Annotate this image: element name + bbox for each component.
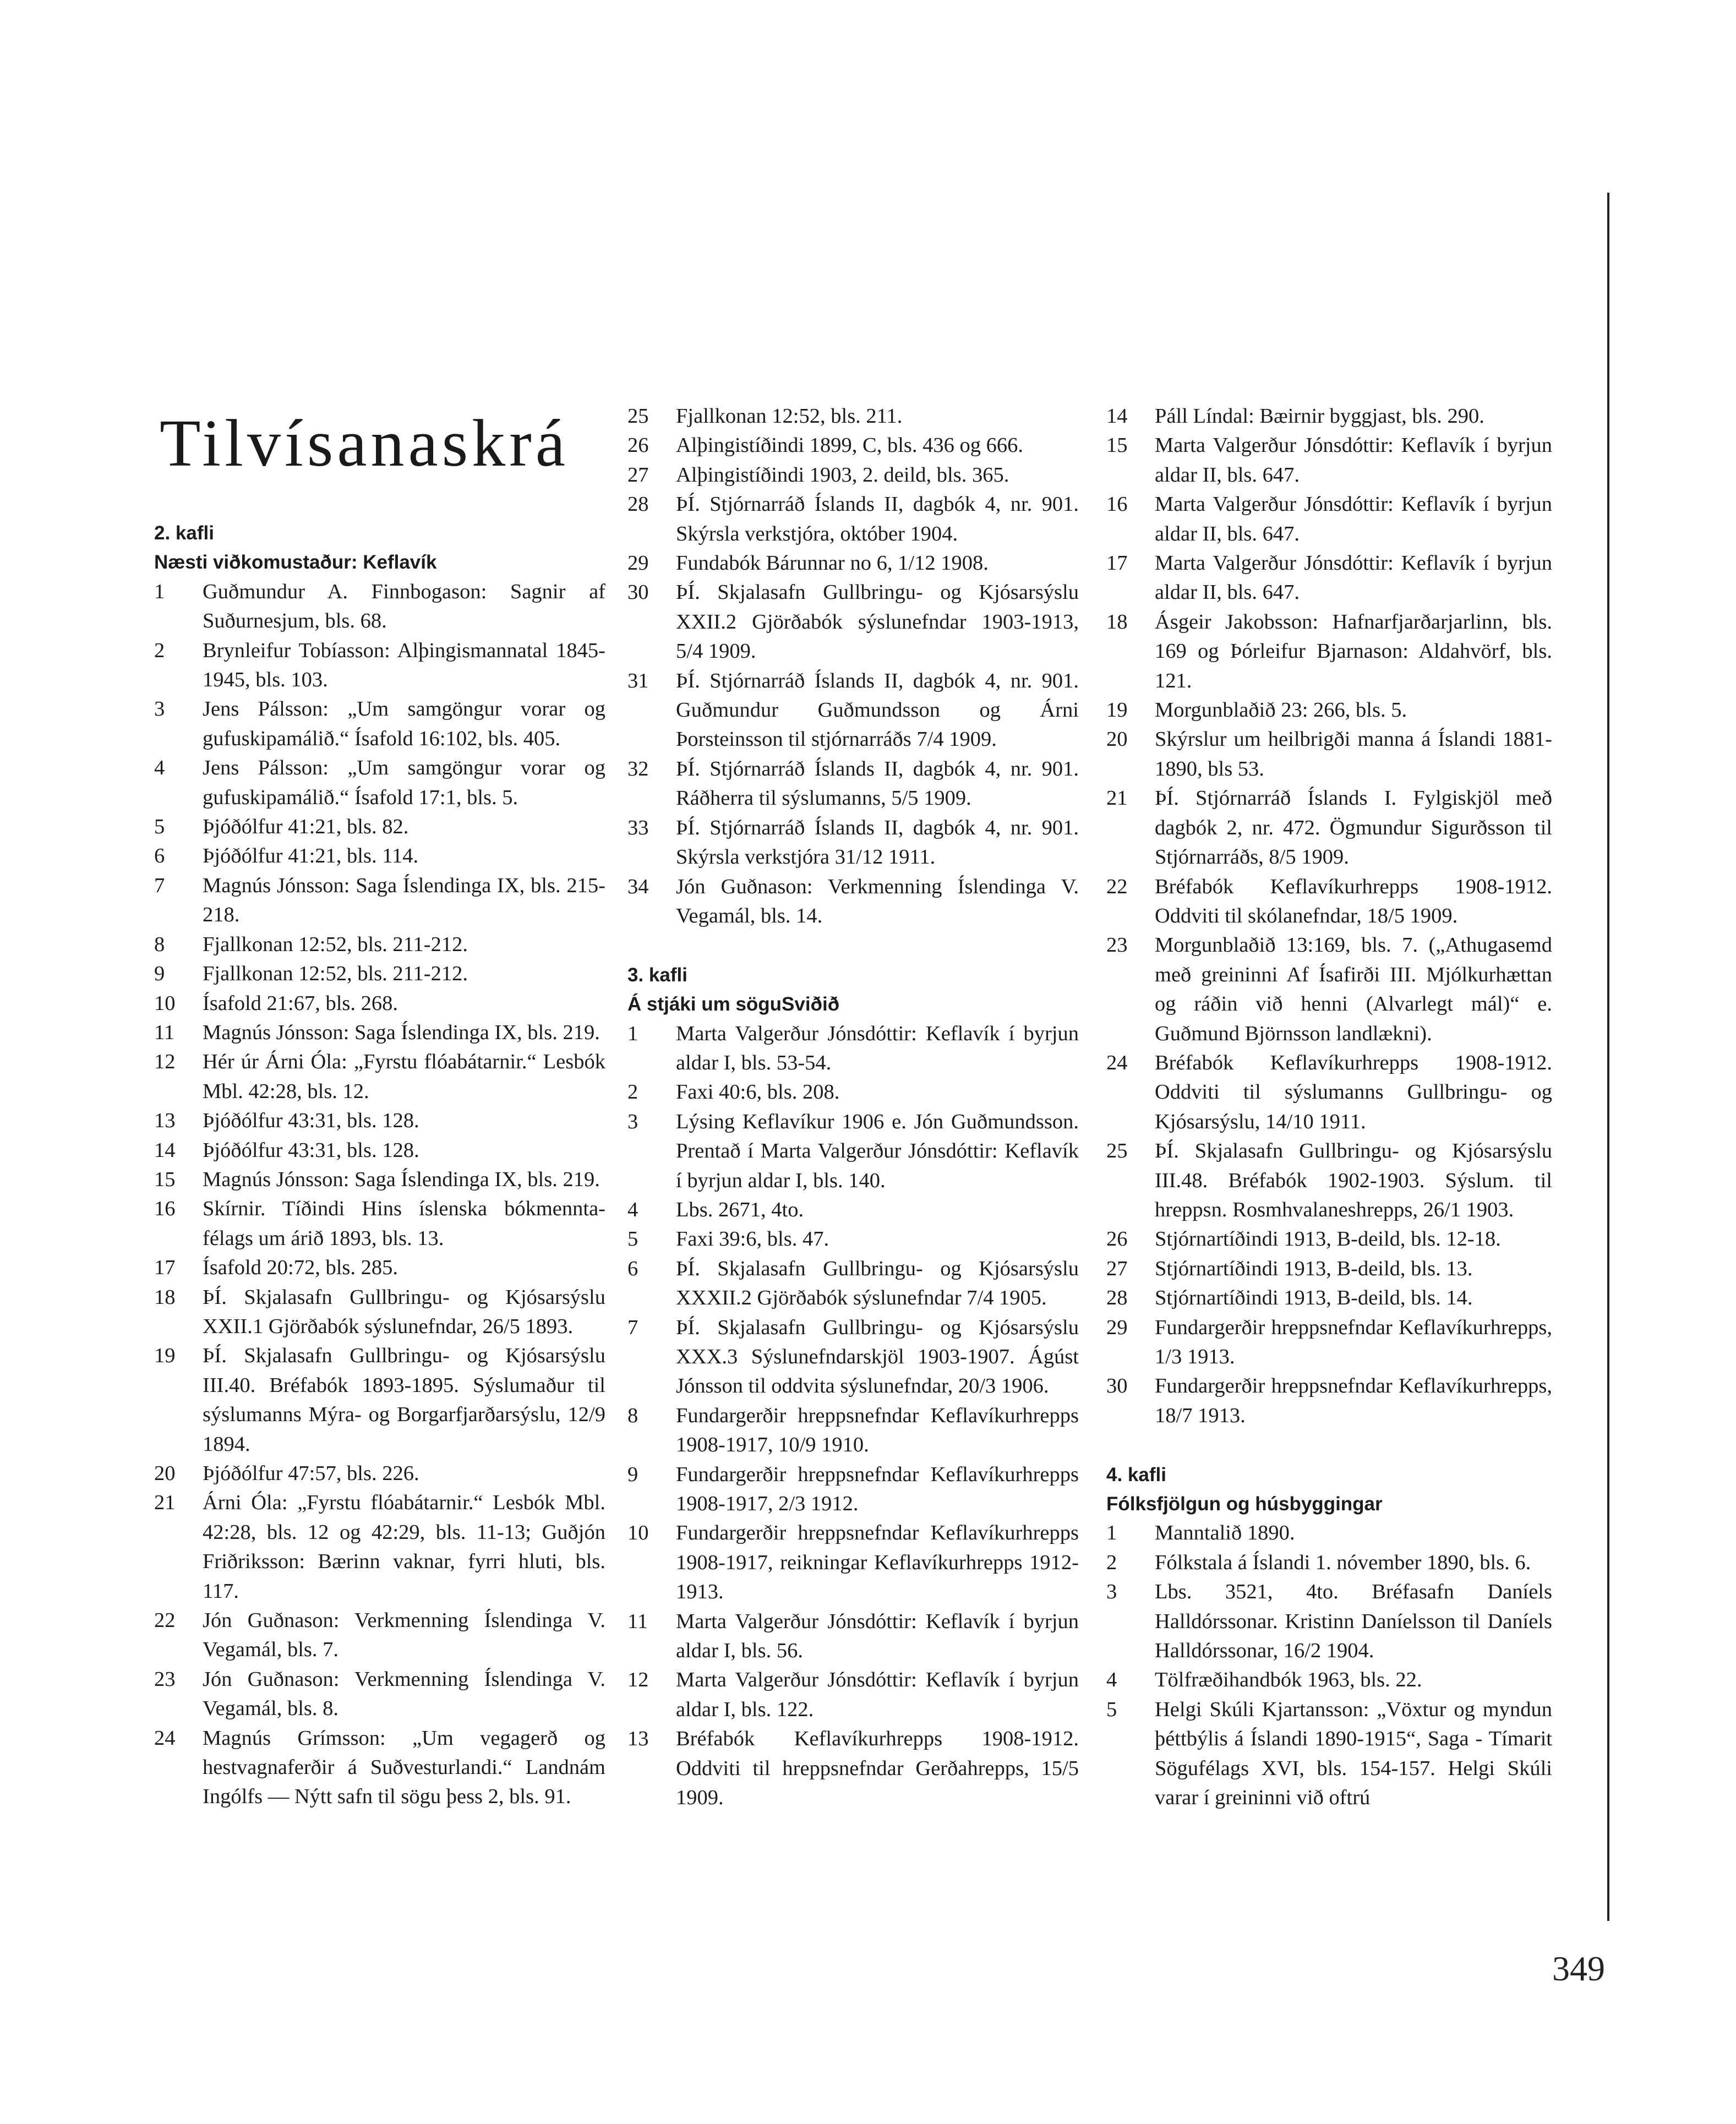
reference-number: 14 bbox=[1106, 405, 1128, 428]
reference-text: Fólkstala á Íslandi 1. nóvember 1890, bls. 6. bbox=[1155, 1550, 1531, 1574]
reference-text: Marta Valgerður Jónsdóttir: Keflavík í byrjun aldar II, bls. 647. bbox=[1155, 552, 1552, 604]
reference-entry bbox=[627, 1254, 1079, 1313]
reference-entry bbox=[1106, 1254, 1552, 1284]
reference-number: 4 bbox=[1106, 1668, 1117, 1692]
reference-number: 28 bbox=[627, 493, 649, 516]
section-title: Á stjáki um söguSviðið bbox=[627, 993, 840, 1015]
reference-section bbox=[154, 518, 605, 1812]
reference-text: Jens Pálsson: „Um samgöngur vorar og gufuskipamálið.“ Ísafold 17:1, bls. 5. bbox=[203, 756, 605, 809]
reference-text: Marta Valgerður Jónsdóttir: Keflavík í byrjun aldar I, bls. 53-54. bbox=[676, 1022, 1079, 1074]
reference-number: 32 bbox=[627, 757, 649, 780]
reference-number: 29 bbox=[627, 552, 649, 575]
reference-text: Fundargerðir hreppsnefndar Keflavíkurhrepps 1908-1917, 10/9 1910. bbox=[676, 1404, 1079, 1457]
reference-entry bbox=[154, 1488, 605, 1606]
reference-text: Faxi 39:6, bls. 47. bbox=[676, 1227, 829, 1251]
reference-number: 10 bbox=[627, 1521, 649, 1545]
reference-entry bbox=[1106, 402, 1552, 431]
reference-text: Skírnir. Tíðindi Hins íslenska bókmennta-félags um árið 1893, bls. 13. bbox=[203, 1197, 605, 1250]
reference-number: 11 bbox=[154, 1020, 175, 1044]
reference-text: Morgunblaðið 23: 266, bls. 5. bbox=[1155, 698, 1407, 722]
reference-text: ÞÍ. Skjalasafn Gullbringu- og Kjósarsýslu XXXII.2 Gjörðabók sýslunefndar 7/4 1905. bbox=[676, 1257, 1079, 1310]
reference-entry bbox=[627, 1195, 1079, 1225]
reference-text: Magnús Jónsson: Saga Íslendinga IX, bls. 219. bbox=[203, 1167, 600, 1191]
reference-text: Marta Valgerður Jónsdóttir: Keflavík í byrjun aldar I, bls. 122. bbox=[676, 1668, 1079, 1721]
column-3 bbox=[1106, 402, 1552, 1812]
reference-entry bbox=[154, 930, 605, 959]
reference-entry bbox=[627, 872, 1079, 931]
reference-entry bbox=[154, 1253, 605, 1282]
reference-number: 22 bbox=[1106, 875, 1128, 898]
reference-entry bbox=[154, 1194, 605, 1253]
reference-text: Jón Guðnason: Verkmenning Íslendinga V. Vegamál, bls. 7. bbox=[203, 1609, 605, 1662]
reference-text: Magnús Jónsson: Saga Íslendinga IX, bls. 215-218. bbox=[203, 873, 605, 927]
reference-number: 6 bbox=[627, 1257, 638, 1280]
reference-number: 7 bbox=[627, 1315, 638, 1339]
reference-number: 16 bbox=[1106, 493, 1128, 516]
reference-number: 9 bbox=[627, 1462, 638, 1486]
reference-entry bbox=[154, 1665, 605, 1724]
reference-text: Morgunblaðið 13:169, bls. 7. („Athugasemd með greininni Af Ísafirði III. Mjólkurhættan og ráðin við henni (Alvarlegt mál)“ e. Guðmund Björnsson landlækni). bbox=[1155, 933, 1552, 1045]
reference-number: 26 bbox=[1106, 1227, 1128, 1251]
reference-entry bbox=[1106, 725, 1552, 784]
reference-entry bbox=[154, 871, 605, 930]
reference-entry bbox=[1106, 1284, 1552, 1313]
reference-text: Tölfræðihandbók 1963, bls. 22. bbox=[1155, 1668, 1422, 1692]
reference-entry bbox=[154, 1606, 605, 1665]
reference-entry bbox=[1106, 1577, 1552, 1666]
reference-number: 1 bbox=[1106, 1521, 1117, 1545]
reference-number: 28 bbox=[1106, 1286, 1128, 1310]
reference-text: Stjórnartíðindi 1913, B-deild, bls. 13. bbox=[1155, 1257, 1473, 1280]
reference-entry bbox=[627, 1019, 1079, 1078]
reference-entry bbox=[1106, 1049, 1552, 1137]
reference-text: Magnús Grímsson: „Um vegagerð og hestvagnaferðir á Suðvesturlandi.“ Landnám Ingólfs — Nýtt safn til sögu þess 2, bls. 91. bbox=[203, 1726, 605, 1809]
reference-entry bbox=[1106, 1695, 1552, 1813]
reference-text: Lýsing Keflavíkur 1906 e. Jón Guðmundsson. Prentað í Marta Valgerður Jónsdóttir: Keflavík í byrjun aldar I, bls. 140. bbox=[676, 1110, 1079, 1192]
column-1 bbox=[154, 518, 605, 1812]
reference-entry bbox=[627, 578, 1079, 666]
reference-number: 10 bbox=[154, 991, 176, 1015]
reference-entry bbox=[627, 402, 1079, 431]
reference-number: 29 bbox=[1106, 1315, 1128, 1339]
reference-entry bbox=[154, 812, 605, 842]
reference-entry bbox=[1106, 784, 1552, 872]
reference-number: 18 bbox=[1106, 610, 1128, 634]
reference-text: Jón Guðnason: Verkmenning Íslendinga V. Vegamál, bls. 8. bbox=[203, 1667, 605, 1721]
reference-entry bbox=[154, 1165, 605, 1194]
reference-number: 4 bbox=[154, 756, 165, 780]
section-label: 3. kafli bbox=[627, 964, 687, 986]
reference-number: 2 bbox=[627, 1080, 638, 1104]
reference-text: Skýrslur um heilbrigði manna á Íslandi 1881-1890, bls 53. bbox=[1155, 728, 1552, 780]
reference-number: 9 bbox=[154, 962, 165, 986]
reference-entry bbox=[627, 490, 1079, 549]
reference-number: 19 bbox=[1106, 698, 1128, 722]
reference-number: 30 bbox=[1106, 1374, 1128, 1398]
reference-entry bbox=[154, 1724, 605, 1812]
reference-entry bbox=[627, 1401, 1079, 1460]
section-label: 2. kafli bbox=[154, 522, 214, 544]
reference-number: 17 bbox=[1106, 552, 1128, 575]
reference-number: 14 bbox=[154, 1138, 176, 1162]
reference-entry bbox=[1106, 1666, 1552, 1695]
reference-number: 13 bbox=[154, 1109, 176, 1133]
reference-text: Jón Guðnason: Verkmenning Íslendinga V. Vegamál, bls. 14. bbox=[676, 875, 1079, 927]
reference-entry bbox=[154, 577, 605, 636]
reference-entry bbox=[154, 695, 605, 753]
reference-number: 23 bbox=[1106, 933, 1128, 957]
reference-entry bbox=[1106, 1519, 1552, 1548]
reference-text: Alþingistíðindi 1899, C, bls. 436 og 666. bbox=[676, 434, 1024, 457]
page-title: Tilvísanaskrá bbox=[160, 406, 569, 481]
reference-entry bbox=[627, 1107, 1079, 1195]
reference-number: 24 bbox=[1106, 1051, 1128, 1074]
reference-entry bbox=[1106, 1137, 1552, 1225]
reference-number: 1 bbox=[627, 1022, 638, 1045]
reference-text: Guðmundur A. Finnbogason: Sagnir af Suðurnesjum, bls. 68. bbox=[203, 580, 605, 633]
reference-text: ÞÍ. Skjalasafn Gullbringu- og Kjósarsýslu III.48. Bréfabók 1902-1903. Sýslum. til hreppsn. Rosmhvalaneshrepps, 26/1 1903. bbox=[1155, 1139, 1552, 1221]
reference-entry bbox=[627, 1607, 1079, 1666]
reference-entry bbox=[627, 1460, 1079, 1519]
reference-text: Faxi 40:6, bls. 208. bbox=[676, 1080, 840, 1104]
reference-text: Helgi Skúli Kjartansson: „Vöxtur og myndun þéttbýlis á Íslandi 1890-1915“, Saga - Tímarit Sögufélags XVI, bls. 154-157. Helgi Skúli varar í greininni við oftrú bbox=[1155, 1697, 1552, 1810]
reference-number: 26 bbox=[627, 434, 649, 457]
reference-text: Fundargerðir hreppsnefndar Keflavíkurhrepps 1908-1917, 2/3 1912. bbox=[676, 1462, 1079, 1516]
reference-text: Alþingistíðindi 1903, 2. deild, bls. 365. bbox=[676, 463, 1009, 487]
reference-number: 19 bbox=[154, 1344, 176, 1368]
reference-number: 21 bbox=[154, 1491, 176, 1515]
reference-section bbox=[627, 402, 1079, 931]
reference-number: 15 bbox=[154, 1167, 176, 1191]
reference-text: Marta Valgerður Jónsdóttir: Keflavík í byrjun aldar I, bls. 56. bbox=[676, 1609, 1079, 1663]
reference-entry bbox=[627, 1519, 1079, 1607]
reference-number: 22 bbox=[154, 1609, 176, 1632]
reference-entry bbox=[627, 461, 1079, 490]
reference-number: 7 bbox=[154, 873, 165, 897]
reference-number: 18 bbox=[154, 1285, 176, 1309]
reference-number: 12 bbox=[154, 1050, 176, 1074]
reference-number: 5 bbox=[1106, 1697, 1117, 1721]
reference-number: 30 bbox=[627, 581, 649, 604]
reference-text: Þjóðólfur 41:21, bls. 114. bbox=[203, 844, 419, 868]
reference-number: 5 bbox=[627, 1227, 638, 1251]
reference-entry bbox=[627, 549, 1079, 578]
reference-number: 8 bbox=[154, 932, 165, 956]
reference-entry bbox=[1106, 549, 1552, 608]
reference-number: 6 bbox=[154, 844, 165, 868]
reference-text: Marta Valgerður Jónsdóttir: Keflavík í byrjun aldar II, bls. 647. bbox=[1155, 434, 1552, 487]
reference-entry bbox=[1106, 1225, 1552, 1254]
reference-entry bbox=[154, 753, 605, 812]
reference-entry bbox=[1106, 872, 1552, 931]
reference-text: ÞÍ. Skjalasafn Gullbringu- og Kjósarsýslu XXII.2 Gjörðabók sýslunefndar 1903-1913, 5/4 1909. bbox=[676, 581, 1079, 663]
reference-number: 20 bbox=[154, 1462, 176, 1485]
reference-number: 25 bbox=[627, 405, 649, 428]
reference-text: Magnús Jónsson: Saga Íslendinga IX, bls. 219. bbox=[203, 1020, 600, 1044]
reference-entry bbox=[627, 1666, 1079, 1724]
reference-entry bbox=[627, 813, 1079, 872]
reference-text: Ísafold 20:72, bls. 285. bbox=[203, 1256, 398, 1280]
reference-number: 2 bbox=[154, 638, 165, 662]
reference-number: 21 bbox=[1106, 787, 1128, 810]
reference-entry bbox=[627, 1724, 1079, 1812]
reference-number: 27 bbox=[627, 463, 649, 487]
reference-entry bbox=[627, 755, 1079, 813]
reference-text: Brynleifur Tobíasson: Alþingismannatal 1845-1945, bls. 103. bbox=[203, 638, 605, 692]
reference-number: 11 bbox=[627, 1609, 648, 1633]
reference-number: 1 bbox=[154, 580, 165, 603]
reference-text: ÞÍ. Skjalasafn Gullbringu- og Kjósarsýslu III.40. Bréfabók 1893-1895. Sýslumaður til sýslumanns Mýra- og Borgarfjarðarsýslu, 12/9 1894. bbox=[203, 1344, 605, 1456]
column-2 bbox=[627, 402, 1079, 1812]
reference-entry bbox=[627, 1225, 1079, 1254]
reference-entry bbox=[154, 636, 605, 695]
reference-text: Þjóðólfur 43:31, bls. 128. bbox=[203, 1138, 419, 1162]
section-title: Fólksfjölgun og húsbyggingar bbox=[1106, 1493, 1383, 1515]
section-title: Næsti viðkomustaður: Keflavík bbox=[154, 552, 437, 574]
reference-text: ÞÍ. Skjalasafn Gullbringu- og Kjósarsýslu XXX.3 Sýslunefndarskjöl 1903-1907. Ágúst Jónsson til oddvita sýslunefndar, 20/3 1906. bbox=[676, 1315, 1079, 1398]
margin-rule bbox=[1607, 193, 1609, 1921]
reference-text: Fundabók Bárunnar no 6, 1/12 1908. bbox=[676, 552, 989, 575]
reference-entry bbox=[154, 1047, 605, 1106]
reference-number: 20 bbox=[1106, 728, 1128, 751]
reference-number: 34 bbox=[627, 875, 649, 898]
reference-text: ÞÍ. Stjórnarráð Íslands II, dagbók 4, nr. 901. Guðmundur Guðmundsson og Árni Þorsteinsson til stjórnarráðs 7/4 1909. bbox=[676, 669, 1079, 751]
reference-text: Lbs. 3521, 4to. Bréfasafn Daníels Halldórssonar. Kristinn Daníelsson til Daníels Halldórssonar, 16/2 1904. bbox=[1155, 1580, 1552, 1663]
reference-entry bbox=[154, 842, 605, 871]
reference-entry bbox=[1106, 1313, 1552, 1372]
reference-text: Bréfabók Keflavíkurhrepps 1908-1912. Oddviti til hreppsnefndar Gerðahrepps, 15/5 1909. bbox=[676, 1727, 1079, 1810]
reference-text: Fjallkonan 12:52, bls. 211. bbox=[676, 405, 903, 428]
reference-text: Ásgeir Jakobsson: Hafnarfjarðarjarlinn, bls. 169 og Þórleifur Bjarnason: Aldahvörf, bls. 121. bbox=[1155, 610, 1552, 692]
reference-text: Jens Pálsson: „Um samgöngur vorar og gufuskipamálið.“ Ísafold 16:102, bls. 405. bbox=[203, 697, 605, 750]
reference-entry bbox=[154, 1341, 605, 1459]
reference-number: 31 bbox=[627, 669, 649, 692]
reference-text: Fundargerðir hreppsnefndar Keflavíkurhrepps, 1/3 1913. bbox=[1155, 1315, 1552, 1368]
reference-text: Þjóðólfur 41:21, bls. 82. bbox=[203, 815, 409, 839]
reference-text: Stjórnartíðindi 1913, B-deild, bls. 14. bbox=[1155, 1286, 1473, 1310]
reference-entry bbox=[154, 989, 605, 1018]
reference-text: ÞÍ. Stjórnarráð Íslands II, dagbók 4, nr. 901. Ráðherra til sýslumanns, 5/5 1909. bbox=[676, 757, 1079, 810]
reference-text: Þjóðólfur 43:31, bls. 128. bbox=[203, 1109, 419, 1133]
reference-number: 23 bbox=[154, 1667, 176, 1691]
reference-number: 12 bbox=[627, 1668, 649, 1692]
reference-text: Þjóðólfur 47:57, bls. 226. bbox=[203, 1462, 419, 1485]
reference-entry bbox=[154, 1283, 605, 1342]
reference-text: Fundargerðir hreppsnefndar Keflavíkurhrepps 1908-1917, reikningar Keflavíkurhrepps 1912-1913. bbox=[676, 1521, 1079, 1604]
reference-number: 3 bbox=[1106, 1580, 1117, 1604]
reference-number: 3 bbox=[154, 697, 165, 721]
reference-entry bbox=[154, 1106, 605, 1135]
reference-entry bbox=[154, 1459, 605, 1488]
reference-text: Hér úr Árni Óla: „Fyrstu flóabátarnir.“ Lesbók Mbl. 42:28, bls. 12. bbox=[203, 1050, 605, 1103]
reference-entry bbox=[154, 1018, 605, 1047]
reference-text: ÞÍ. Skjalasafn Gullbringu- og Kjósarsýslu XXII.1 Gjörðabók sýslunefndar, 26/5 1893. bbox=[203, 1285, 605, 1338]
reference-text: Lbs. 2671, 4to. bbox=[676, 1198, 804, 1221]
reference-text: Árni Óla: „Fyrstu flóabátarnir.“ Lesbók Mbl. 42:28, bls. 12 og 42:29, bls. 11-13; Guðjón Friðriksson: Bærinn vaknar, fyrri hluti, bls. 117. bbox=[203, 1491, 605, 1603]
reference-section bbox=[1106, 402, 1552, 1430]
reference-text: Marta Valgerður Jónsdóttir: Keflavík í byrjun aldar II, bls. 647. bbox=[1155, 493, 1552, 545]
reference-number: 16 bbox=[154, 1197, 176, 1221]
reference-text: Fundargerðir hreppsnefndar Keflavíkurhrepps, 18/7 1913. bbox=[1155, 1374, 1552, 1427]
reference-section bbox=[1106, 1460, 1552, 1813]
reference-entry bbox=[1106, 696, 1552, 725]
reference-entry bbox=[1106, 1372, 1552, 1430]
reference-entry bbox=[1106, 490, 1552, 549]
reference-entry bbox=[154, 1136, 605, 1165]
page-number: 349 bbox=[1552, 1949, 1605, 1988]
reference-entry bbox=[154, 959, 605, 989]
reference-number: 2 bbox=[1106, 1550, 1117, 1574]
reference-number: 33 bbox=[627, 816, 649, 839]
reference-text: Ísafold 21:67, bls. 268. bbox=[203, 991, 398, 1015]
reference-number: 25 bbox=[1106, 1139, 1128, 1163]
reference-text: Bréfabók Keflavíkurhrepps 1908-1912. Oddviti til skólanefndar, 18/5 1909. bbox=[1155, 875, 1552, 927]
reference-entry bbox=[1106, 431, 1552, 490]
reference-text: ÞÍ. Stjórnarráð Íslands II, dagbók 4, nr. 901. Skýrsla verkstjóra 31/12 1911. bbox=[676, 816, 1079, 869]
reference-number: 5 bbox=[154, 815, 165, 839]
reference-number: 27 bbox=[1106, 1257, 1128, 1280]
reference-entry bbox=[627, 1313, 1079, 1401]
reference-text: Manntalið 1890. bbox=[1155, 1521, 1295, 1545]
reference-text: Fjallkonan 12:52, bls. 211-212. bbox=[203, 962, 468, 986]
reference-entry bbox=[1106, 608, 1552, 696]
reference-entry bbox=[627, 1078, 1079, 1107]
reference-number: 13 bbox=[627, 1727, 649, 1751]
reference-text: Stjórnartíðindi 1913, B-deild, bls. 12-18. bbox=[1155, 1227, 1501, 1251]
section-label: 4. kafli bbox=[1106, 1464, 1166, 1486]
reference-text: Fjallkonan 12:52, bls. 211-212. bbox=[203, 932, 468, 956]
reference-entry bbox=[627, 431, 1079, 460]
reference-entry bbox=[1106, 931, 1552, 1049]
reference-number: 4 bbox=[627, 1198, 638, 1221]
reference-entry bbox=[627, 667, 1079, 755]
reference-number: 15 bbox=[1106, 434, 1128, 457]
reference-text: Páll Líndal: Bæirnir byggjast, bls. 290. bbox=[1155, 405, 1484, 428]
reference-number: 17 bbox=[154, 1256, 176, 1280]
reference-text: ÞÍ. Stjórnarráð Íslands I. Fylgiskjöl með dagbók 2, nr. 472. Ögmundur Sigurðsson til Stjórnarráðs, 8/5 1909. bbox=[1155, 787, 1552, 869]
reference-text: ÞÍ. Stjórnarráð Íslands II, dagbók 4, nr. 901. Skýrsla verkstjóra, október 1904. bbox=[676, 493, 1079, 545]
reference-text: Bréfabók Keflavíkurhrepps 1908-1912. Oddviti til sýslumanns Gullbringu- og Kjósarsýslu, 14/10 1911. bbox=[1155, 1051, 1552, 1133]
reference-number: 24 bbox=[154, 1726, 176, 1750]
reference-section bbox=[627, 960, 1079, 1813]
reference-number: 3 bbox=[627, 1110, 638, 1133]
reference-number: 8 bbox=[627, 1404, 638, 1427]
reference-entry bbox=[1106, 1548, 1552, 1577]
